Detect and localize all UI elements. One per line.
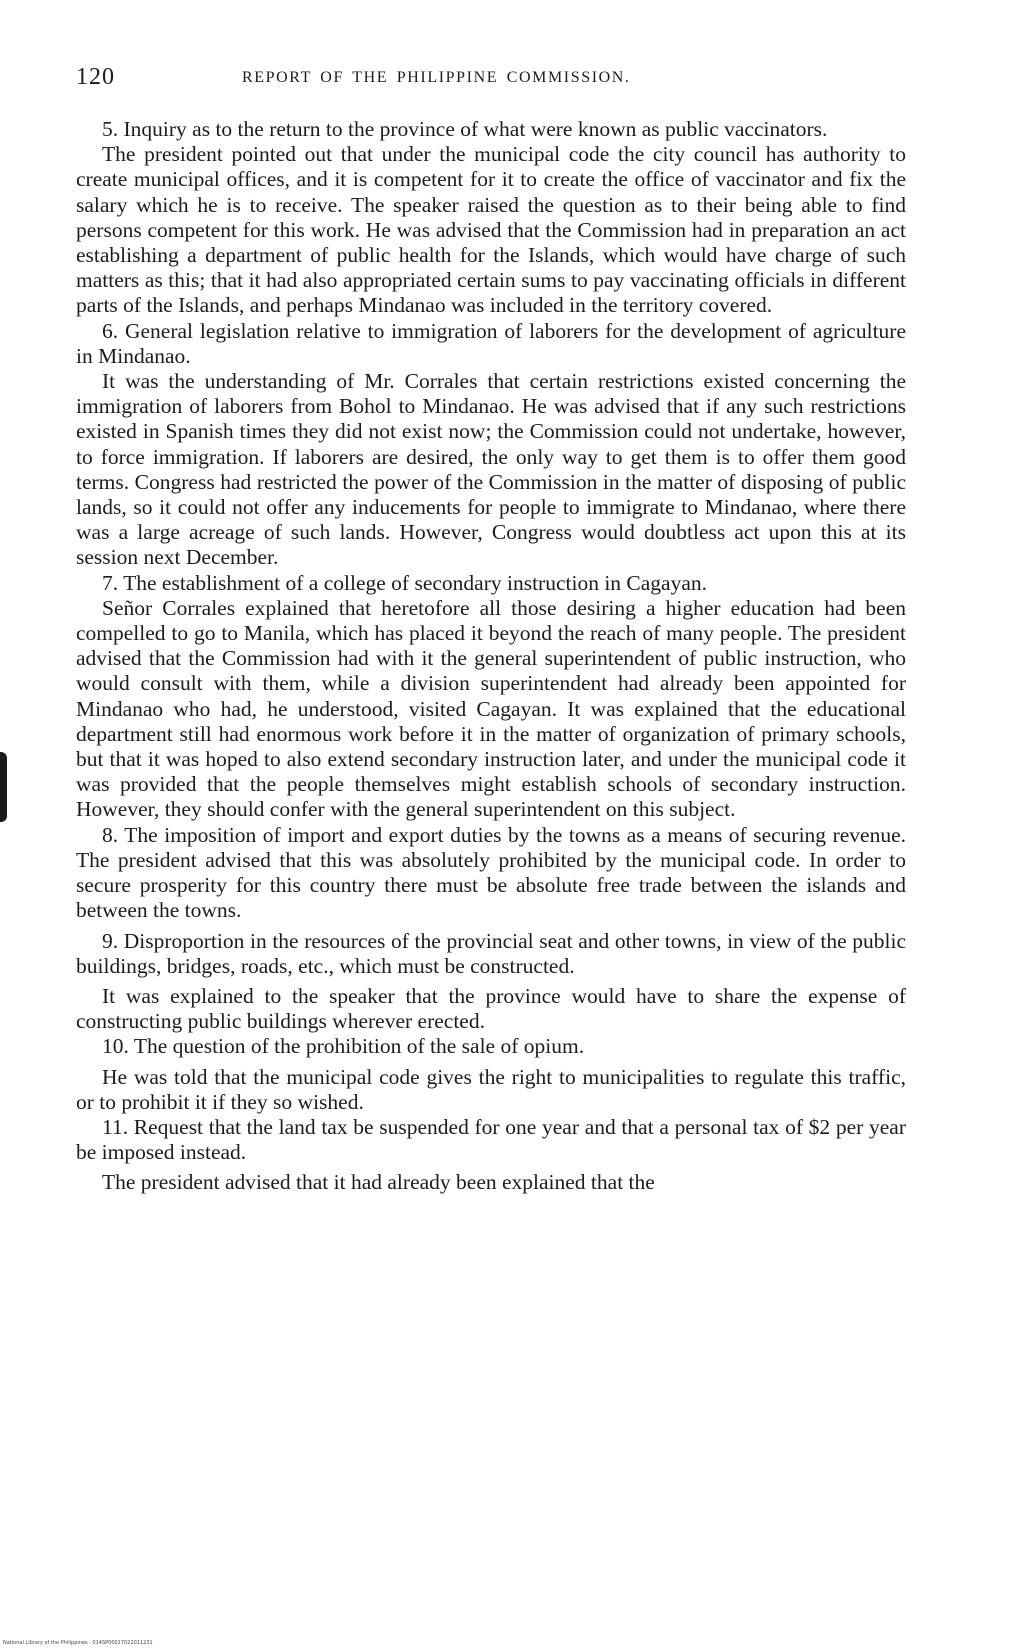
- paragraph: The president advised that it had already been explained that the: [102, 1170, 655, 1195]
- paragraph: The president pointed out that under the municipal code the city council has authority to create municipal offices, and it is competent for it to create the office of vaccinator and fix the salary which he is to receive. The speaker raised the question as to their being able to find persons competent for this work. He was advised that the Commission had in preparation an act establishing a department of public health for the Islands, which would have charge of such matters as this; that it had also appropriated certain sums to pay vaccinating officials in different parts of the Islands, and perhaps Mindanao was included in the territory covered.: [76, 142, 906, 318]
- paragraph-item-11: 11. Request that the land tax be suspended for one year and that a personal tax of $2 per year be imposed instead.: [76, 1114, 906, 1165]
- paragraph: He was told that the municipal code gives the right to municipalities to regulate this traffic, or to prohibit it if they so wished.: [76, 1064, 906, 1114]
- page-number: 120: [76, 64, 115, 90]
- paragraph-item-7: 7. The establishment of a college of secondary instruction in Cagayan.: [102, 570, 708, 595]
- paragraph-item-8: 8. The imposition of import and export duties by the towns as a means of securing revenue. The president advised that this was absolutely prohibited by the municipal code. In order to secure prosperity for this country there must be absolute free trade between the islands and between the towns.: [76, 822, 906, 923]
- scan-edge-shadow: [0, 752, 7, 822]
- paragraph: It was the understanding of Mr. Corrales that certain restrictions existed concerning the immigration of laborers from Bohol to Mindanao. He was advised that if any such restrictions existed in Spanish times they did not exist now; the Commission could not undertake, however, to force immigration. If laborers are desired, the only way to get them is to offer them good terms. Congress had restricted the power of the Commission in the matter of disposing of public lands, so it could not offer any inducements for people to immigrate to Mindanao, where there was a large acreage of such lands. However, Congress would doubtless act upon this at its session next December.: [76, 369, 906, 570]
- paragraph-item-10: 10. The question of the prohibition of the sale of opium.: [102, 1034, 585, 1059]
- page-header: [76, 64, 796, 94]
- paragraph-item-5: 5. Inquiry as to the return to the province of what were known as public vaccinators.: [102, 117, 828, 141]
- paragraph-item-6: 6. General legislation relative to immigration of laborers for the development of agriculture in Mindanao.: [76, 318, 906, 368]
- scan-footer: National Library of the Philippines · 014SP00017022011231: [3, 1640, 153, 1646]
- paragraph: It was explained to the speaker that the province would have to share the expense of constructing public buildings wherever erected.: [76, 983, 906, 1034]
- paragraph: Señor Corrales explained that heretofore all those desiring a higher education had been compelled to go to Manila, which has placed it beyond the reach of many people. The president advised that the Commission had with it the general superintendent of public instruction, who would consult with them, while a division superintendent had already been appointed for Mindanao who had, he understood, visited Cagayan. It was explained that the educational department still had enormous work before it in the matter of organization of primary schools, but that it was hoped to also extend secondary instruction later, and under the municipal code it was provided that the people themselves might establish schools of secondary instruction. However, they should confer with the general superintendent on this subject.: [76, 595, 906, 822]
- paragraph-item-9: 9. Disproportion in the resources of the provincial seat and other towns, in view of the public buildings, bridges, roads, etc., which must be constructed.: [76, 928, 906, 978]
- body-text: [76, 117, 906, 1196]
- running-head: REPORT OF THE PHILIPPINE COMMISSION.: [242, 69, 631, 86]
